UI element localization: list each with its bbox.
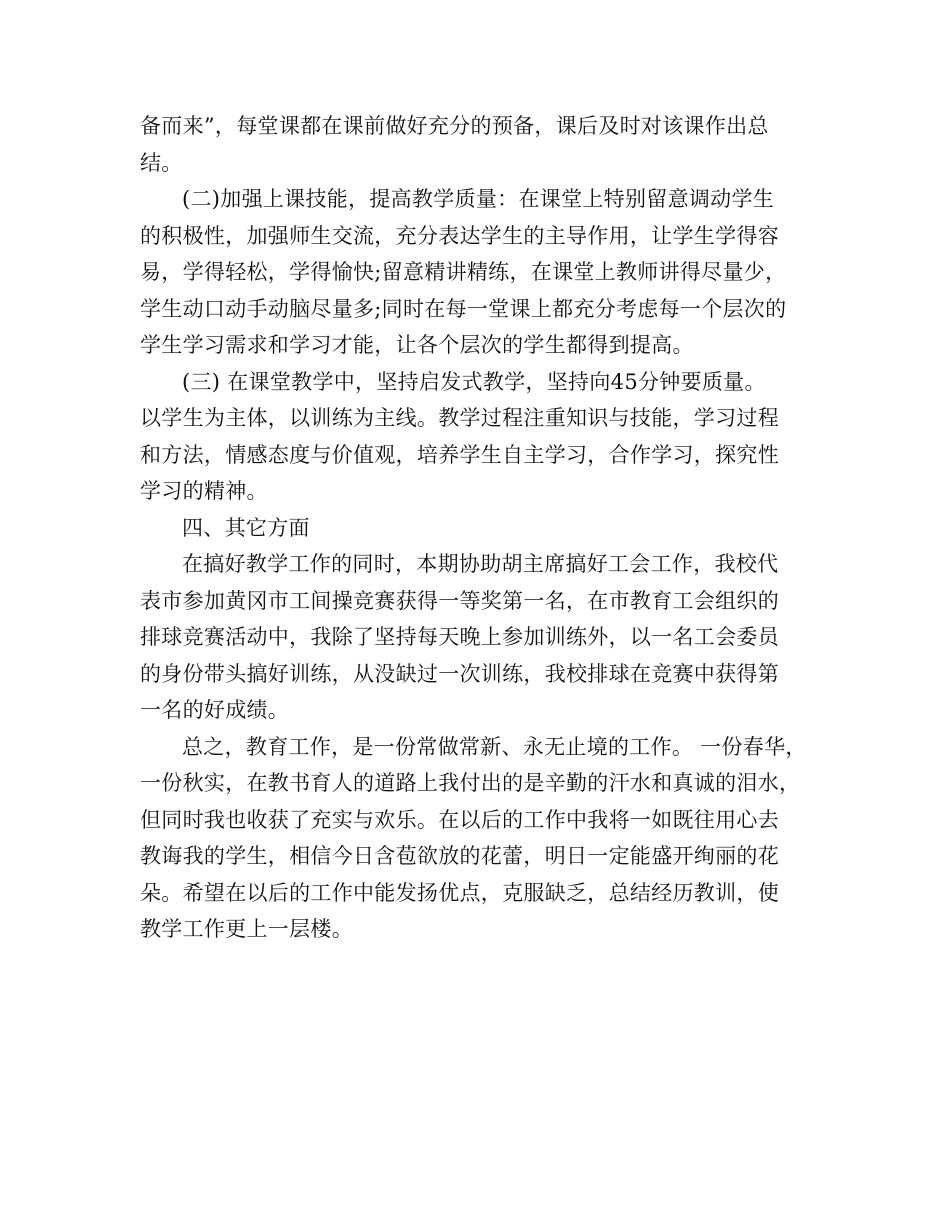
text-line: 的积极性，加强师生交流，充分表达学生的主导作用，让学生学得容 bbox=[140, 223, 779, 248]
text-line: 和方法，情感态度与价值观，培养学生自主学习，合作学习，探究性 bbox=[140, 442, 779, 467]
text-line: 结。 bbox=[140, 150, 183, 175]
text-line: 一名的好成绩。 bbox=[140, 698, 290, 722]
text-line: 在搞好教学工作的同时，本期协助胡主席搞好工会工作，我校代 bbox=[182, 552, 779, 576]
document-body bbox=[140, 108, 830, 948]
text-line: 但同时我也收获了充实与欢乐。在以后的工作中我将一如既往用心去 bbox=[140, 807, 779, 832]
text-line: 学生动口动手动脑尽量多;同时在每一堂课上都充分考虑每一个层次的 bbox=[140, 296, 787, 321]
text-line: 备而来”，每堂课都在课前做好充分的预备，课后及时对该课作出总 bbox=[140, 114, 769, 138]
text-line: 学生学习需求和学习才能，让各个层次的学生都得到提高。 bbox=[140, 333, 694, 357]
text-line: 的身份带头搞好训练，从没缺过一次训练，我校排球在竞赛中获得第 bbox=[140, 661, 779, 686]
text-line: 排球竞赛活动中，我除了坚持每天晚上参加训练外，以一名工会委员 bbox=[140, 625, 779, 649]
text-line: 易，学得轻松，学得愉快;留意精讲精练，在课堂上教师讲得尽量少， bbox=[140, 260, 787, 284]
text-line: 表市参加黄冈市工间操竞赛获得一等奖第一名，在市教育工会组织的 bbox=[140, 588, 779, 613]
text-line: (三) 在课堂教学中，坚持启发式教学，坚持向45分钟要质量。 bbox=[182, 369, 766, 394]
text-line: 一份秋实，在教书育人的道路上我付出的是辛勤的汗水和真诚的泪水， bbox=[140, 771, 801, 795]
text-line: 朵。希望在以后的工作中能发扬优点，克服缺乏，总结经历教训，使 bbox=[140, 880, 779, 905]
text-line: 以学生为主体，以训练为主线。教学过程注重知识与技能，学习过程 bbox=[140, 406, 779, 430]
text-line: 教学工作更上一层楼。 bbox=[140, 917, 353, 941]
text-line: (二)加强上课技能，提高教学质量：在课堂上特别留意调动学生 bbox=[182, 187, 775, 211]
text-line: 学习的精神。 bbox=[140, 479, 268, 503]
text-line: 教诲我的学生，相信今日含苞欲放的花蕾，明日一定能盛开绚丽的花 bbox=[140, 844, 779, 868]
text-line: 四、其它方面 bbox=[182, 515, 310, 540]
text-line: 总之，教育工作，是一份常做常新、永无止境的工作。 一份春华， bbox=[182, 734, 807, 759]
